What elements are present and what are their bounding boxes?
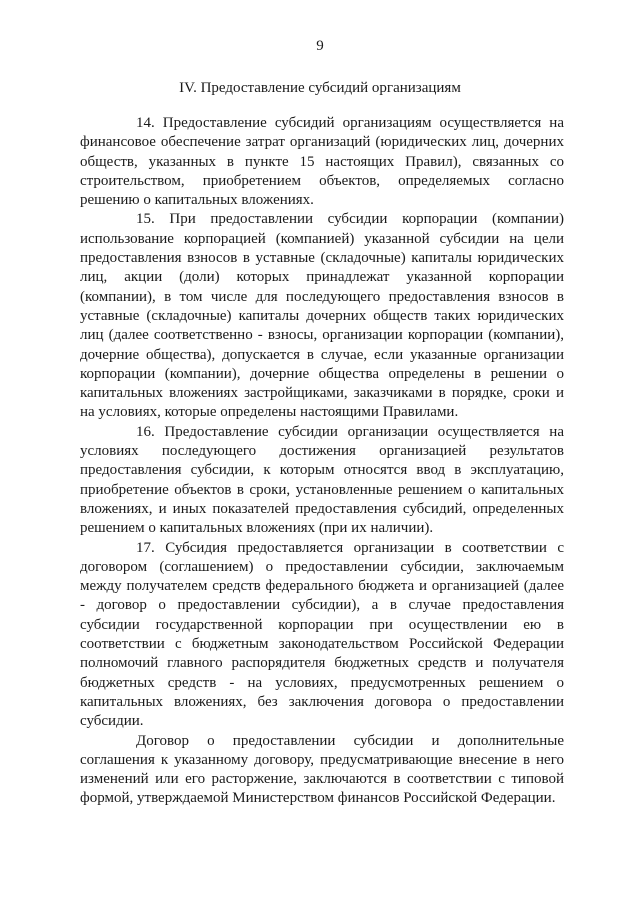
paragraph-16: 16. Предоставление субсидии организации осуществляется на условиях последующего достижения организацией результатов предоставления субсидии, к которым относятся ввод в эксплуатацию, приобретение объектов в сроки, установленные решением о капитальных вложениях, и иных показателей предоставления субсидий, определенных решением о капитальных вложениях (при их наличии).: [80, 423, 564, 537]
paragraph-15: 15. При предоставлении субсидии корпорации (компании) использование корпорацией (компанией) указанной субсидии на цели предоставления взносов в уставные (складочные) капиталы юридических лиц, акции (доли) которых принадлежат указанной корпорации (компании), в том числе для последующего предоставления взносов в уставные (складочные) капиталы дочерних обществ таких юридических лиц (далее соответственно - взносы, организации корпорации (компании), дочерние общества), допускается в случае, если указанные организации корпорации (компании), дочерние общества определены в решении о капитальных вложениях застройщиками, заказчиками в порядке, сроки и на условиях, которые определены настоящими Правилами.: [80, 211, 564, 421]
paragraph-17-contract: Договор о предоставлении субсидии и дополнительные соглашения к указанному договору, предусматривающие внесение в него изменений или его расторжение, заключаются в соответствии с типовой формой, утверждаемой Министерством финансов Российской Федерации.: [80, 732, 564, 807]
page-number: 9: [316, 38, 324, 54]
paragraph-17: 17. Субсидия предоставляется организации в соответствии с договором (соглашением) о предоставлении субсидии, заключаемым между получателем средств федерального бюджета и организацией (далее - договор о предоставлении субсидии), а в случае предоставления субсидии государственной корпорации при осуществлении ею в соответствии с бюджетным законодательством Российской Федерации полномочий главного распорядителя бюджетных средств и получателя бюджетных средств - на условиях, предусмотренных решением о капитальных вложениях, без заключения договора о предоставлении субсидии.: [80, 539, 564, 730]
document-body: [80, 114, 564, 809]
section-title: IV. Предоставление субсидий организациям: [179, 80, 461, 96]
paragraph-14: 14. Предоставление субсидий организациям осуществляется на финансовое обеспечение затрат организаций (юридических лиц, дочерних обществ, указанных в пункте 15 настоящих Правил), связанных со строительством, приобретением объектов, определяемых согласно решению о капитальных вложениях.: [80, 115, 564, 209]
